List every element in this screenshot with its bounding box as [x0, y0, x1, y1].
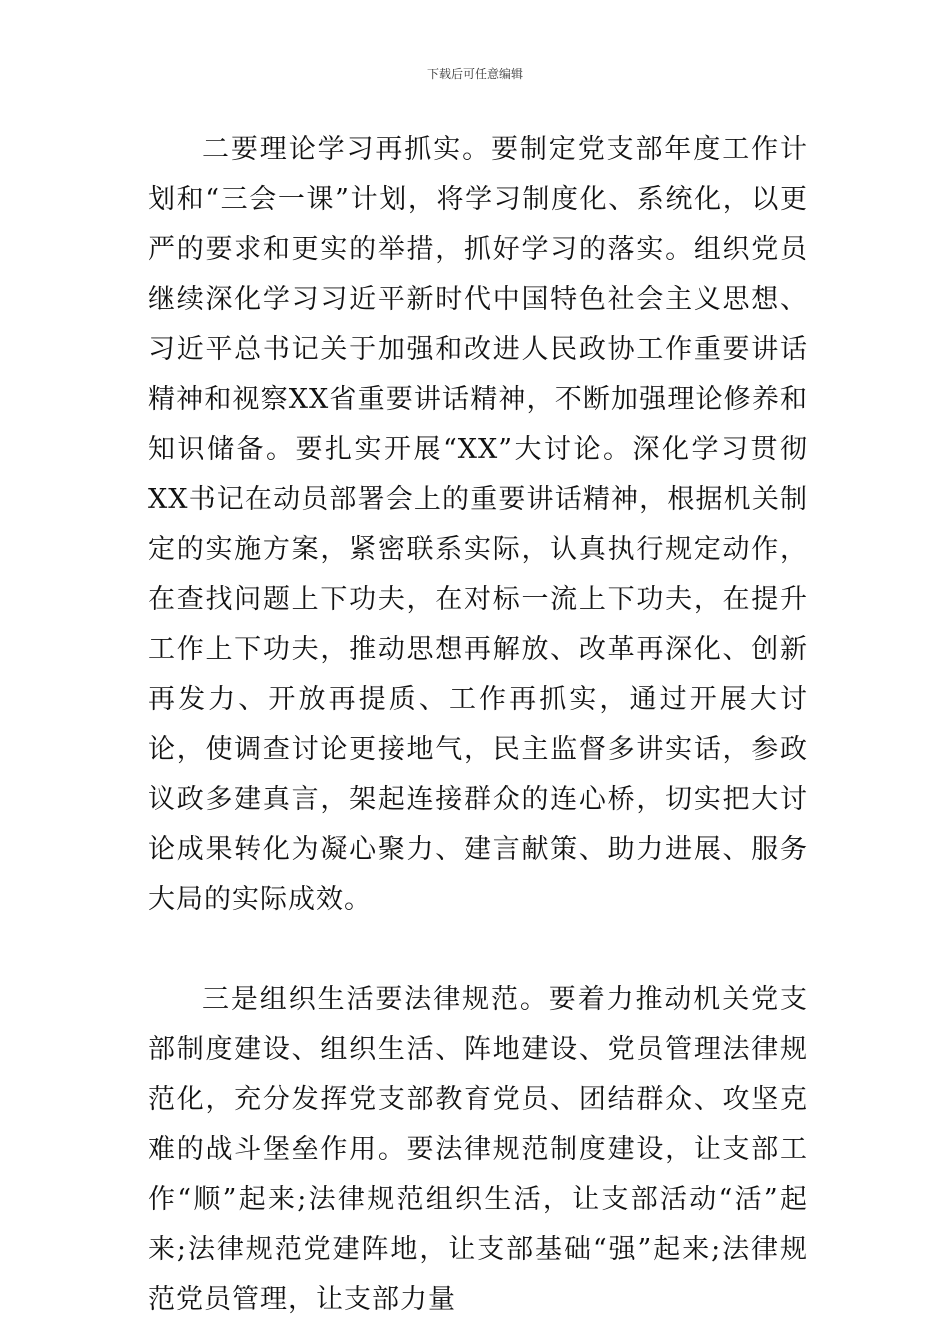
- paragraph-organizational-life: 三是组织生活要法律规范。要着力推动机关党支部制度建设、组织生活、阵地建设、党员管理法律规范化，充分发挥党支部教育党员、团结群众、攻坚克难的战斗堡垒作用。要法律规范制度建设，让支部工作“顺”起来;法律规范组织生活，让支部活动“活”起来;法律规范党建阵地，让支部基础“强”起来;法律规范党员管理，让支部力量: [148, 984, 808, 1315]
- document-body: [148, 125, 808, 1325]
- paragraph-theory-study: 二要理论学习再抓实。要制定党支部年度工作计划和“三会一课”计划，将学习制度化、系统化，以更严的要求和更实的举措，抓好学习的落实。组织党员继续深化学习习近平新时代中国特色社会主义思想、习近平总书记关于加强和改进人民政协工作重要讲话精神和视察XX省重要讲话精神，不断加强理论修养和知识储备。要扎实开展“XX”大讨论。深化学习贯彻XX书记在动员部署会上的重要讲话精神，根据机关制定的实施方案，紧密联系实际，认真执行规定动作，在查找问题上下功夫，在对标一流上下功夫，在提升工作上下功夫，推动思想再解放、改革再深化、创新再发力、开放再提质、工作再抓实，通过开展大讨论，使调查讨论更接地气，民主监督多讲实话，参政议政多建真言，架起连接群众的连心桥，切实把大讨论成果转化为凝心聚力、建言献策、助力进展、服务大局的实际成效。: [148, 134, 808, 915]
- paragraph-spacer: [148, 925, 808, 975]
- page-header-note: 下载后可任意编辑: [426, 67, 523, 81]
